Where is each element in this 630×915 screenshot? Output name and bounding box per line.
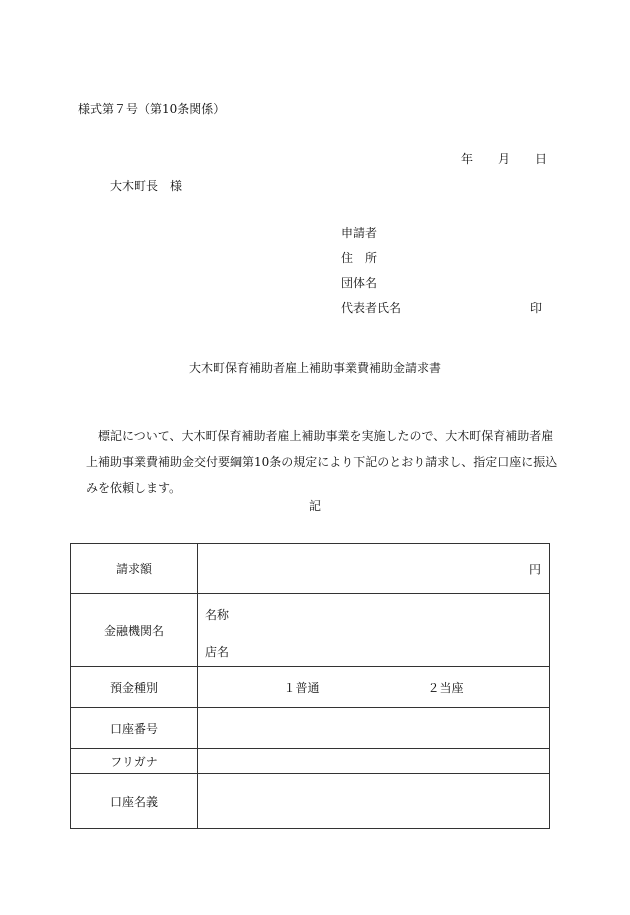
table-row-deposit-type — [71, 667, 550, 708]
account-number-field[interactable] — [198, 708, 550, 749]
applicant-organization-label: 団体名 — [341, 276, 378, 290]
form-number: 様式第７号（第10条関係） — [78, 102, 226, 116]
bank-name-label: 名称 — [205, 608, 230, 622]
addressee: 大木町長 様 — [110, 179, 183, 193]
applicant-address-label: 住 所 — [341, 251, 378, 265]
claim-form-table — [70, 543, 550, 829]
table-row-bank — [71, 594, 550, 667]
bank-field[interactable] — [198, 594, 550, 667]
table-row-furigana — [71, 749, 550, 774]
document-title: 大木町保育補助者雇上補助事業費補助金請求書 — [188, 361, 441, 375]
date-month-label: 月 — [497, 152, 510, 166]
deposit-type-label: 預金種別 — [71, 667, 198, 708]
furigana-field[interactable] — [198, 749, 550, 774]
bank-branch-label: 店名 — [205, 645, 230, 659]
applicant-heading: 申請者 — [341, 226, 378, 240]
table-row-account-holder — [71, 774, 550, 829]
seal-mark: 印 — [530, 301, 543, 315]
account-holder-field[interactable] — [198, 774, 550, 829]
claim-amount-field[interactable] — [198, 544, 550, 594]
table-row-claim-amount — [71, 544, 550, 594]
claim-amount-label: 請求額 — [71, 544, 198, 594]
date-day-label: 日 — [534, 152, 547, 166]
account-number-label: 口座番号 — [71, 708, 198, 749]
applicant-representative-label: 代表者氏名 — [341, 301, 402, 315]
furigana-label: フリガナ — [71, 749, 198, 774]
yen-unit: 円 — [528, 562, 541, 576]
ki-label: 記 — [308, 499, 321, 513]
deposit-type-field[interactable] — [198, 667, 550, 708]
account-holder-label: 口座名義 — [71, 774, 198, 829]
date-line — [461, 153, 547, 165]
deposit-type-option-checking[interactable]: ２当座 — [427, 680, 464, 695]
date-year-label: 年 — [461, 152, 474, 166]
bank-label: 金融機関名 — [71, 594, 198, 667]
deposit-type-option-ordinary[interactable]: １普通 — [283, 680, 320, 695]
table-row-account-number — [71, 708, 550, 749]
body-paragraph: 標記について、大木町保育補助者雇上補助事業を実施したので、大木町保育補助者雇上補助事業費補助金交付要綱第10条の規定により下記のとおり請求し、指定口座に振込みを依頼します。 — [86, 429, 558, 495]
